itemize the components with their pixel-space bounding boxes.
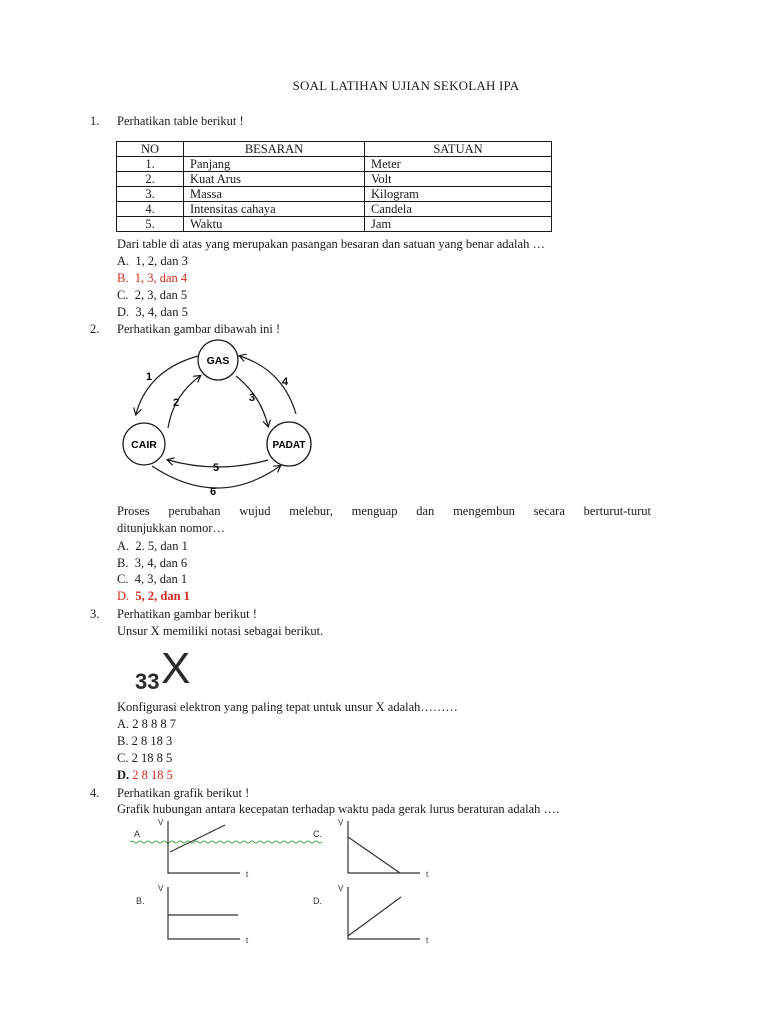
- q2-option-a: [117, 538, 188, 554]
- solid-node: [267, 422, 311, 466]
- option-text: 1, 2, dan 3: [135, 254, 188, 268]
- arrow-label-2: 2: [173, 397, 180, 409]
- table-cell: Volt: [365, 172, 552, 187]
- q1-number: 1.: [90, 114, 100, 128]
- q2-prompt: Perhatikan gambar dibawah ini !: [117, 322, 281, 336]
- option-letter: A.: [117, 539, 130, 553]
- notation-symbol: X: [161, 645, 191, 693]
- graph-a: [134, 818, 249, 879]
- q2-number: 2.: [90, 322, 100, 336]
- table-cell: Candela: [365, 202, 552, 217]
- table-cell: Jam: [365, 217, 552, 232]
- graph-c: [313, 818, 429, 879]
- graph-label: A: [134, 829, 141, 839]
- page-title: SOAL LATIHAN UJIAN SEKOLAH IPA: [292, 78, 520, 93]
- table-cell: Kuat Arus: [184, 172, 365, 187]
- option-letter: A.: [117, 717, 130, 731]
- table-header: NO: [117, 142, 184, 157]
- axes: [168, 821, 240, 873]
- graph-line: [348, 837, 400, 873]
- option-text: 3, 4, dan 5: [135, 305, 188, 319]
- axis-label-v: V: [158, 884, 164, 893]
- q1-option-a: [117, 253, 188, 269]
- axis-label-t: t: [426, 936, 429, 945]
- table-cell: Intensitas cahaya: [184, 202, 365, 217]
- q1-option-c: [117, 287, 187, 303]
- axis-label-v: V: [158, 818, 164, 827]
- option-letter: C.: [117, 751, 129, 765]
- solid-label: PADAT: [272, 440, 306, 451]
- gas-label: GAS: [206, 355, 230, 367]
- table-cell: Meter: [365, 157, 552, 172]
- axes: [348, 821, 420, 873]
- axes: [348, 887, 420, 939]
- graph-label: B.: [136, 896, 145, 906]
- option-letter: C.: [117, 288, 129, 302]
- q2-option-c: [117, 571, 187, 587]
- table-cell: Massa: [184, 187, 365, 202]
- axis-label-t: t: [426, 870, 429, 879]
- table-cell: 3.: [117, 187, 184, 202]
- axes: [168, 887, 240, 939]
- q4-number: 4.: [90, 786, 100, 800]
- q2-question-line2: ditunjukkan nomor…: [117, 521, 225, 535]
- table-cell: Kilogram: [365, 187, 552, 202]
- option-text: 1, 3, dan 4: [134, 271, 188, 285]
- option-text: 2, 3, dan 5: [134, 288, 188, 302]
- option-letter: D.: [117, 305, 130, 319]
- graph-b: [136, 884, 249, 945]
- option-letter: D.: [117, 768, 130, 782]
- axis-label-v: V: [338, 818, 344, 827]
- table-cell: 5.: [117, 217, 184, 232]
- q3-subprompt: Unsur X memiliki notasi sebagai berikut.: [117, 624, 324, 638]
- q1-question: Dari table di atas yang merupakan pasangan besaran dan satuan yang benar adalah …: [117, 237, 545, 251]
- axis-label-t: t: [246, 870, 249, 879]
- option-text: 2 8 18 3: [131, 734, 173, 748]
- graph-line: [170, 825, 225, 852]
- option-text: 5, 2, dan 1: [135, 589, 190, 603]
- table-cell: Waktu: [184, 217, 365, 232]
- arrow-1: [136, 356, 198, 414]
- arrow-label-5: 5: [213, 462, 220, 474]
- table-row: [117, 187, 552, 202]
- q4-prompt: Perhatikan grafik berikut !: [117, 786, 250, 800]
- graph-line: [348, 897, 401, 936]
- option-text: 4, 3, dan 1: [134, 572, 188, 586]
- option-text: 3, 4, dan 6: [134, 556, 188, 570]
- q3-option-d-answer: [117, 767, 173, 783]
- table-header-row: [117, 142, 552, 157]
- option-letter: C.: [117, 572, 129, 586]
- q3-option-b: [117, 733, 172, 749]
- arrow-label-4: 4: [282, 376, 289, 388]
- gas-node: [198, 340, 238, 380]
- q3-question: Konfigurasi elektron yang paling tepat untuk unsur X adalah………: [117, 700, 458, 714]
- element-notation-image: [133, 645, 213, 693]
- table-cell: 4.: [117, 202, 184, 217]
- q4-question: Grafik hubungan antara kecepatan terhadap waktu pada gerak lurus beraturan adalah ….: [117, 802, 560, 816]
- quantity-unit-table: [116, 141, 552, 232]
- option-letter: B.: [117, 556, 129, 570]
- arrow-label-6: 6: [210, 486, 217, 498]
- notation-mass-number: 33: [135, 669, 160, 693]
- table-row: [117, 172, 552, 187]
- axis-label-t: t: [246, 936, 249, 945]
- table-cell: Panjang: [184, 157, 365, 172]
- graph-d: [313, 884, 429, 945]
- option-letter: D.: [117, 589, 130, 603]
- table-row: [117, 217, 552, 232]
- table-cell: 1.: [117, 157, 184, 172]
- table-row: [117, 157, 552, 172]
- option-text: 2 8 8 8 7: [132, 717, 177, 731]
- green-squiggle: [130, 841, 322, 843]
- table-row: [117, 202, 552, 217]
- q3-option-a: [117, 716, 176, 732]
- q2-question-line1: Proses perubahan wujud melebur, menguap dan mengembun secara berturut-turut: [117, 504, 651, 518]
- liquid-label: CAIR: [131, 439, 157, 451]
- arrow-label-3: 3: [249, 392, 256, 404]
- option-letter: B.: [117, 271, 129, 285]
- graph-label: C.: [313, 829, 322, 839]
- axis-label-v: V: [338, 884, 344, 893]
- liquid-node: [123, 423, 165, 465]
- q1-option-b-answer: [117, 270, 187, 286]
- q2-option-b: [117, 555, 187, 571]
- q3-option-c: [117, 750, 172, 766]
- q1-prompt: Perhatikan table berikut !: [117, 114, 244, 128]
- table-cell: 2.: [117, 172, 184, 187]
- graph-label: D.: [313, 896, 322, 906]
- q3-number: 3.: [90, 607, 100, 621]
- option-letter: A.: [117, 254, 130, 268]
- option-letter: B.: [117, 734, 129, 748]
- q2-option-d-answer: [117, 588, 190, 604]
- table-header: SATUAN: [365, 142, 552, 157]
- table-header: BESARAN: [184, 142, 365, 157]
- option-text: 2 18 8 5: [131, 751, 173, 765]
- q3-prompt: Perhatikan gambar berikut !: [117, 607, 257, 621]
- arrow-label-1: 1: [146, 371, 153, 383]
- velocity-time-graphs: [130, 815, 440, 950]
- q1-option-d: [117, 304, 188, 320]
- option-text: 2. 5, dan 1: [135, 539, 188, 553]
- option-text: 2 8 18 5: [132, 768, 173, 782]
- phase-change-diagram: [118, 338, 318, 503]
